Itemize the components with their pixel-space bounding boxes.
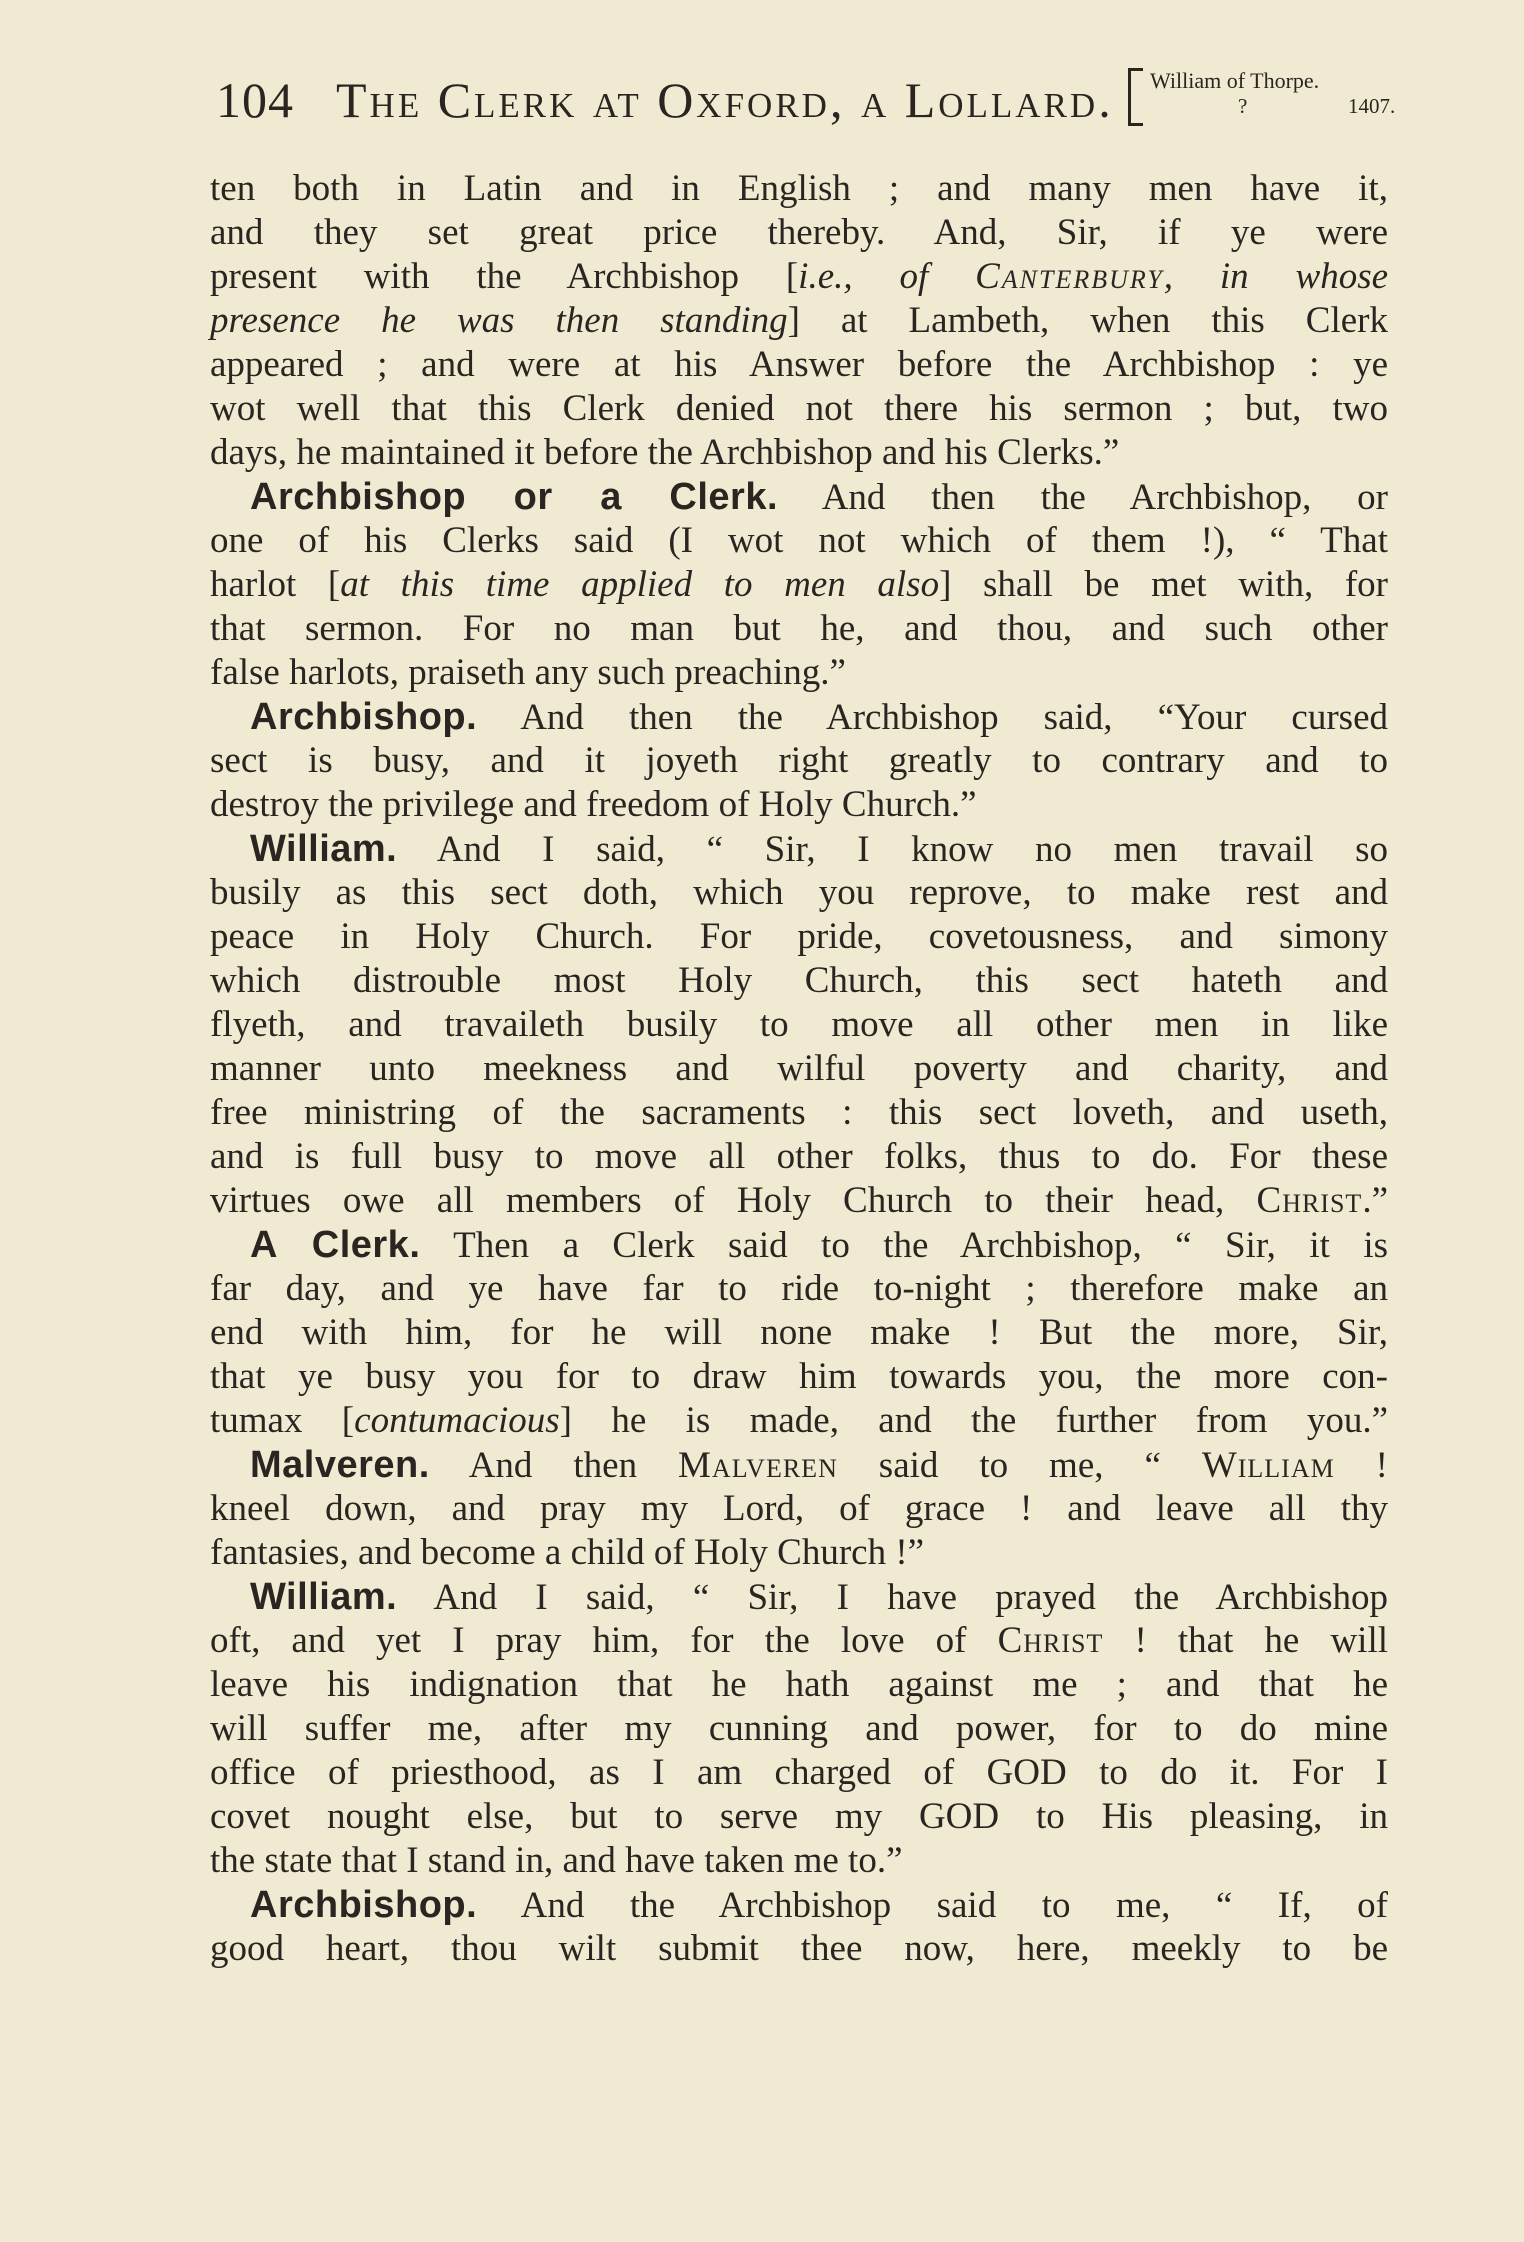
text-line: destroy the privilege and freedom of Holy Church.” (210, 784, 977, 825)
small-caps-name: Christ (997, 1620, 1104, 1661)
text-line: the state that I stand in, and have taken me to.” (210, 1840, 903, 1881)
text-line: harlot [at this time applied to men also] shall be met with, for (210, 564, 1389, 605)
text-line: flyeth, and travaileth busily to move all other men in like (210, 1004, 1388, 1045)
editorial-note: i.e., of (798, 256, 976, 297)
text-line: busily as this sect doth, which you reprove, to make rest and (210, 872, 1388, 913)
text-line: which distrouble most Holy Church, this sect hateth and (210, 960, 1388, 1001)
editorial-note: , in whose (1163, 256, 1389, 297)
body-text (210, 167, 1388, 1971)
speaker-label: Archbishop. (250, 1884, 478, 1926)
paragraph-start: A Clerk. Then a Clerk said to the Archbishop, “ Sir, it is (250, 1224, 1388, 1266)
text-line: one of his Clerks said (I wot not which of them !), “ That (210, 520, 1388, 561)
text-line: kneel down, and pray my Lord, of grace ! and leave all thy (210, 1488, 1388, 1529)
text-line: peace in Holy Church. For pride, covetousness, and simony (210, 916, 1388, 957)
editorial-note: Canterbury (975, 256, 1164, 297)
bracket-icon (1128, 68, 1143, 126)
text-line: wot well that this Clerk denied not there his sermon ; but, two (210, 388, 1388, 429)
text-line: will suffer me, after my cunning and power, for to do mine (210, 1708, 1388, 1749)
text-line: virtues owe all members of Holy Church to their head, Christ.” (210, 1180, 1388, 1221)
editorial-note: presence he was then standing (210, 300, 788, 341)
text-line: good heart, thou wilt submit thee now, here, meekly to be (210, 1928, 1388, 1969)
sidenote-author: William of Thorpe. (1150, 68, 1320, 93)
paragraph-start: Archbishop. And the Archbishop said to me, “ If, of (250, 1884, 1388, 1926)
small-caps-name: Malveren (678, 1445, 838, 1486)
small-caps-name: Christ (1256, 1180, 1363, 1221)
paragraph-start: Archbishop. And then the Archbishop said, “Your cursed (250, 696, 1388, 738)
speaker-label: William. (250, 1576, 398, 1618)
text-line: office of priesthood, as I am charged of GOD to do it. For I (210, 1752, 1388, 1793)
text-line: free ministring of the sacraments : this sect loveth, and useth, (210, 1092, 1388, 1133)
text-line: appeared ; and were at his Answer before the Archbishop : ye (210, 344, 1388, 385)
speaker-label: William. (250, 828, 398, 870)
text-line: present with the Archbishop [i.e., of Canterbury, in whose (210, 256, 1389, 297)
text-line: leave his indignation that he hath against me ; and that he (210, 1664, 1388, 1705)
text-line: ten both in Latin and in English ; and many men have it, (210, 168, 1388, 209)
small-caps-name: William (1201, 1445, 1335, 1486)
speaker-label: Archbishop. (250, 696, 478, 738)
text-line: manner unto meekness and wilful poverty and charity, and (210, 1048, 1388, 1089)
sidenote-uncertain-mark: ? (1238, 94, 1248, 118)
text-line: false harlots, praiseth any such preaching.” (210, 652, 846, 693)
text-line: that ye busy you for to draw him towards you, the more con- (210, 1356, 1388, 1397)
editorial-note: contumacious (354, 1400, 560, 1441)
text-line: that sermon. For no man but he, and thou, and such other (210, 608, 1388, 649)
text-line: and is full busy to move all other folks, thus to do. For these (210, 1136, 1388, 1177)
speaker-label: Malveren. (250, 1444, 430, 1486)
text-line: oft, and yet I pray him, for the love of Christ ! that he will (210, 1620, 1388, 1661)
paragraph-start: William. And I said, “ Sir, I have prayed the Archbishop (250, 1576, 1388, 1618)
text-line: end with him, for he will none make ! But the more, Sir, (210, 1312, 1388, 1353)
speaker-label: Archbishop or a Clerk. (250, 476, 779, 518)
paragraph-start: Malveren. And then Malveren said to me, “ William ! (250, 1444, 1388, 1486)
running-header (216, 70, 1396, 130)
speaker-label: A Clerk. (250, 1224, 421, 1266)
text-line: presence he was then standing] at Lambeth, when this Clerk (210, 300, 1388, 341)
text-line: far day, and ye have far to ride to-night ; therefore make an (210, 1268, 1388, 1309)
margin-sidenote (1128, 68, 1398, 124)
text-line: and they set great price thereby. And, Sir, if ye were (210, 212, 1388, 253)
text-line: tumax [contumacious] he is made, and the further from you.” (210, 1400, 1388, 1441)
page-number: 104 (216, 72, 294, 128)
text-line: sect is busy, and it joyeth right greatly to contrary and to (210, 740, 1388, 781)
paragraph-start: Archbishop or a Clerk. And then the Archbishop, or (250, 476, 1388, 518)
text-line: fantasies, and become a child of Holy Church !” (210, 1532, 925, 1573)
text-line: covet nought else, but to serve my GOD to His pleasing, in (210, 1796, 1388, 1837)
editorial-note: at this time applied to men also (340, 564, 940, 605)
sidenote-year: 1407. (1348, 94, 1396, 118)
running-title: The Clerk at Oxford, a Lollard. (336, 72, 1114, 128)
paragraph-start: William. And I said, “ Sir, I know no men travail so (250, 828, 1388, 870)
text-line: days, he maintained it before the Archbishop and his Clerks.” (210, 432, 1120, 473)
